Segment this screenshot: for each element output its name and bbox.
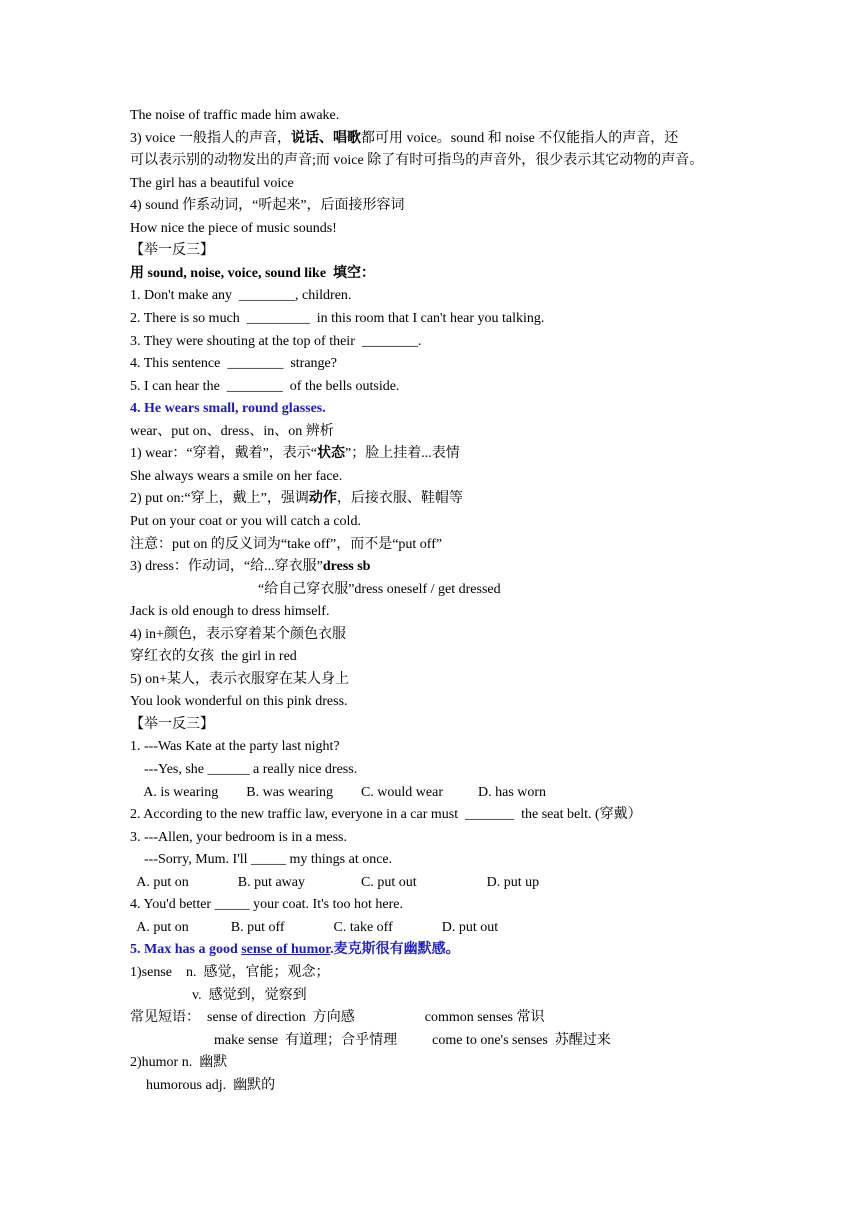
text-segment: 4) in+颜色，表示穿着某个颜色衣服 xyxy=(130,626,346,642)
text-line xyxy=(130,310,544,330)
text-line xyxy=(130,716,214,736)
text-segment: A. put on B. put off C. take off D. put out xyxy=(130,919,499,935)
text-line xyxy=(130,626,346,646)
text-line xyxy=(130,333,421,353)
text-segment: 2. According to the new traffic law, everyone in a car must _______ the seat belt. (穿戴） xyxy=(130,807,642,823)
text-line xyxy=(214,1032,611,1052)
text-segment: The girl has a beautiful voice xyxy=(130,175,294,191)
text-segment: 常见短语： sense of direction 方向感 common senses 常识 xyxy=(130,1010,545,1025)
text-segment: sense of humor xyxy=(241,942,331,958)
text-segment: 用 sound, noise, voice, sound like 填空： xyxy=(130,265,376,281)
text-line xyxy=(130,265,375,285)
text-line xyxy=(130,513,361,533)
text-segment: 1)sense n. 感觉，官能；观念； xyxy=(130,964,330,980)
text-segment: .麦克斯很有幽默感。 xyxy=(330,942,460,958)
text-line xyxy=(130,648,297,668)
text-segment: 4. This sentence ________ strange? xyxy=(130,356,337,372)
text-segment: You look wonderful on this pink dress. xyxy=(130,694,348,710)
text-line xyxy=(130,761,357,781)
text-line xyxy=(130,964,330,984)
text-segment: “给自己穿衣服”dress oneself / get dressed xyxy=(258,581,501,597)
text-segment: 说话、唱歌 xyxy=(290,130,361,146)
text-segment: 5) on+某人，表示衣服穿在某人身上 xyxy=(130,671,350,687)
text-line xyxy=(146,1077,275,1097)
text-line xyxy=(130,738,340,758)
text-segment: v. 感觉到，觉察到 xyxy=(192,987,307,1003)
text-segment: 可以表示别的动物发出的声音;而 voice 除了有时可指鸟的声音外，很少表示其它动物的声音。 xyxy=(130,153,704,169)
text-line xyxy=(130,536,442,556)
text-segment: 4. You'd better _____ your coat. It's too hot here. xyxy=(130,897,403,913)
text-segment: 状态 xyxy=(317,446,346,462)
text-segment: She always wears a smile on her face. xyxy=(130,468,343,484)
text-segment: 3) dress：作动词，“给...穿衣服” xyxy=(130,559,323,574)
text-segment: Put on your coat or you will catch a cold. xyxy=(130,513,361,529)
text-segment: 5. I can hear the ________ of the bells outside. xyxy=(130,378,400,394)
text-line xyxy=(130,784,546,804)
text-line xyxy=(130,197,405,217)
text-line xyxy=(130,355,337,375)
text-segment: The noise of traffic made him awake. xyxy=(130,108,340,123)
text-line xyxy=(130,107,339,127)
text-segment: ，后接衣服、鞋帽等 xyxy=(336,491,463,507)
text-segment: 3) voice 一般指人的声音， xyxy=(130,130,291,146)
text-line xyxy=(130,941,460,961)
text-segment: A. is wearing B. was wearing C. would wear D. has worn xyxy=(130,784,547,800)
text-line xyxy=(130,490,463,510)
text-line xyxy=(130,603,329,623)
text-segment: 穿红衣的女孩 the girl in red xyxy=(130,649,297,665)
text-segment: 3. They were shouting at the top of their ________. xyxy=(130,333,422,349)
text-segment: 1. Don't make any ________, children. xyxy=(130,288,352,304)
text-line xyxy=(258,581,501,601)
text-line xyxy=(130,130,678,150)
text-line xyxy=(130,1054,227,1074)
text-line xyxy=(130,175,294,195)
text-segment: 2. There is so much _________ in this room that I can't hear you talking. xyxy=(130,311,545,326)
text-segment: 动作 xyxy=(308,491,337,507)
text-segment: 1) wear：“穿着，戴着”，表示“ xyxy=(130,446,318,462)
text-segment: ---Sorry, Mum. I'll _____ my things at once. xyxy=(130,852,393,868)
text-line xyxy=(130,220,337,240)
text-segment: A. put on B. put away C. put out D. put up xyxy=(130,874,540,890)
text-segment: 2) put on:“穿上，戴上”，强调 xyxy=(130,491,309,507)
text-segment: Jack is old enough to dress himself. xyxy=(130,604,330,620)
text-line xyxy=(130,558,370,578)
text-segment: 4) sound 作系动词，“听起来”，后面接形容词 xyxy=(130,198,405,214)
text-segment: humorous adj. 幽默的 xyxy=(146,1077,276,1093)
text-line xyxy=(130,468,342,488)
text-segment: dress sb xyxy=(322,559,371,574)
text-segment: 【举一反三】 xyxy=(130,716,214,732)
text-line xyxy=(130,242,214,262)
text-segment: make sense 有道理；合乎情理 come to one's senses 苏醒过来 xyxy=(214,1032,611,1048)
text-line xyxy=(130,1009,545,1029)
text-segment: 3. ---Allen, your bedroom is in a mess. xyxy=(130,829,347,845)
text-segment: wear、put on、dress、in、on 辨析 xyxy=(130,423,334,439)
text-line xyxy=(130,400,326,420)
text-line xyxy=(130,806,642,826)
text-line xyxy=(130,445,460,465)
text-line xyxy=(130,671,349,691)
text-segment: 都可用 voice。sound 和 noise 不仅能指人的声音，还 xyxy=(360,130,679,146)
text-line xyxy=(130,851,392,871)
text-line xyxy=(130,423,334,443)
text-line xyxy=(130,874,539,894)
text-segment: 【举一反三】 xyxy=(130,243,214,259)
text-segment: ---Yes, she ______ a really nice dress. xyxy=(130,762,358,777)
text-segment: 1. ---Was Kate at the party last night? xyxy=(130,739,340,755)
text-line xyxy=(130,829,347,849)
text-line xyxy=(130,287,351,307)
text-line xyxy=(130,378,399,398)
text-segment: 2)humor n. 幽默 xyxy=(130,1055,228,1071)
text-segment: 5. Max has a good xyxy=(130,942,242,958)
text-line xyxy=(192,987,307,1007)
text-segment: ”；脸上挂着...表情 xyxy=(345,446,460,462)
text-line xyxy=(130,896,403,916)
text-segment: 注意：put on 的反义词为“take off”，而不是“put off” xyxy=(130,536,443,552)
text-line xyxy=(130,919,498,939)
text-line xyxy=(130,693,348,713)
text-segment: How nice the piece of music sounds! xyxy=(130,220,337,236)
text-line xyxy=(130,152,703,172)
text-segment: 4. He wears small, round glasses. xyxy=(130,401,326,417)
